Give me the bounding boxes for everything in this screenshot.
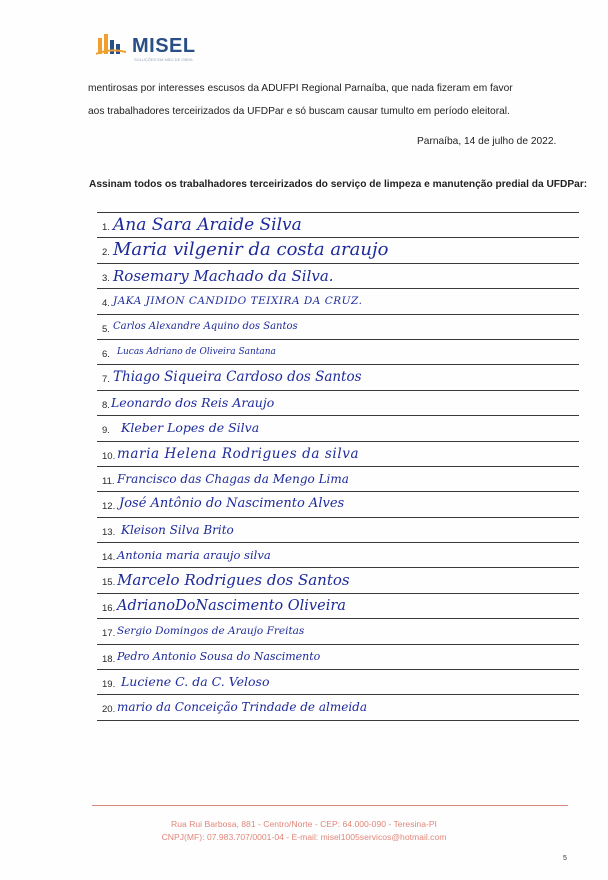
footer — [0, 818, 608, 844]
handwritten-signature: Leonardo dos Reis Araujo — [111, 394, 275, 410]
signature-row — [97, 365, 579, 390]
row-number: 14. — [102, 552, 116, 564]
row-number: 10. — [102, 450, 116, 462]
handwritten-signature: Francisco das Chagas da Mengo Lima — [117, 471, 349, 486]
signature-row — [97, 238, 579, 263]
handwritten-signature: Sergio Domingos de Araujo Freitas — [117, 625, 305, 638]
logo-tagline: SOLUÇÕES EM MÃO DE OBRA — [134, 57, 193, 62]
row-number: 18. — [102, 653, 116, 665]
signature-row — [97, 391, 579, 416]
date-line: Parnaíba, 14 de julho de 2022. — [417, 136, 557, 147]
row-number: 3. — [102, 272, 110, 284]
handwritten-signature: AdrianoDoNascimento Oliveira — [117, 597, 346, 614]
row-number: 7. — [102, 374, 110, 386]
signature-row — [97, 568, 579, 593]
signature-row — [97, 264, 579, 289]
handwritten-signature: Kleison Silva Brito — [121, 522, 234, 537]
handwritten-signature: Rosemary Machado da Silva. — [113, 266, 334, 285]
paragraph-line: aos trabalhadores terceirizados da UFDPar e só buscam causar tumulto em período eleitoral. — [88, 106, 510, 117]
handwritten-signature: maria Helena Rodrigues da silva — [117, 445, 360, 462]
handwritten-signature: Marcelo Rodrigues dos Santos — [117, 571, 350, 590]
signature-row — [97, 416, 579, 441]
footer-address: Rua Rui Barbosa, 881 - Centro/Norte - CEP: 64.000-090 - Teresina-PI — [171, 819, 437, 829]
signature-row — [97, 695, 579, 720]
handwritten-signature: Lucas Adriano de Oliveira Santana — [117, 346, 276, 357]
handwritten-signature: JAKA JIMON CANDIDO TEIXIRA DA CRUZ. — [113, 295, 363, 308]
company-logo — [96, 30, 196, 62]
signature-row — [97, 442, 579, 467]
handwritten-signature: Pedro Antonio Sousa do Nascimento — [117, 649, 321, 663]
signature-row — [97, 594, 579, 619]
row-number: 9. — [102, 425, 110, 437]
row-number: 6. — [102, 348, 110, 360]
handwritten-signature: Luciene C. da C. Veloso — [121, 674, 270, 690]
row-number: 12. — [102, 501, 116, 513]
signature-row — [97, 645, 579, 670]
row-number: 19. — [102, 679, 116, 691]
body-paragraph — [88, 77, 608, 123]
footer-divider — [92, 805, 568, 806]
logo-name: MISEL — [132, 35, 196, 57]
row-number: 16. — [102, 602, 116, 614]
row-number: 2. — [102, 247, 110, 259]
row-number: 8. — [102, 399, 110, 411]
signature-row — [97, 467, 579, 492]
row-number: 13. — [102, 526, 116, 538]
handwritten-signature: Thiago Siqueira Cardoso dos Santos — [113, 369, 362, 386]
row-number: 1. — [102, 222, 110, 233]
signature-row — [97, 670, 579, 695]
signature-row — [97, 543, 579, 568]
signature-row — [97, 518, 579, 543]
handwritten-signature: mario da Conceição Trindade de almeida — [117, 700, 367, 715]
handwritten-signature: José Antônio do Nascimento Alves — [119, 496, 345, 512]
row-number: 17. — [102, 628, 116, 640]
row-number: 20. — [102, 704, 116, 716]
handwritten-signature: Kleber Lopes de Silva — [121, 420, 260, 436]
footer-contact: CNPJ(MF): 07.983.707/0001-04 - E-mail: misel1005servicos@hotmail.com — [161, 832, 447, 842]
signature-table — [97, 212, 579, 721]
handwritten-signature: Antonia maria araujo silva — [117, 548, 271, 563]
signature-row — [97, 289, 579, 314]
signature-row — [97, 315, 579, 340]
signature-row — [97, 492, 579, 517]
signature-row — [97, 340, 579, 365]
row-number: 5. — [102, 323, 110, 335]
signature-row — [97, 213, 579, 238]
signatories-heading: Assinam todos os trabalhadores terceirizados do serviço de limpeza e manutenção predial da UFDPar: — [89, 179, 588, 190]
handwritten-signature: Maria vilgenir da costa araujo — [113, 239, 389, 261]
row-number: 11. — [102, 475, 115, 487]
row-number: 4. — [102, 298, 110, 310]
handwritten-signature: Carlos Alexandre Aquino dos Santos — [113, 320, 298, 332]
paragraph-line: mentirosas por interesses escusos da ADUFPI Regional Parnaíba, que nada fizeram em favor — [88, 83, 513, 94]
signature-row — [97, 619, 579, 644]
page-number: 5 — [563, 855, 567, 862]
row-number: 15. — [102, 577, 116, 589]
logo-bars-icon — [96, 30, 128, 56]
handwritten-signature: Ana Sara Araide Silva — [113, 215, 302, 235]
